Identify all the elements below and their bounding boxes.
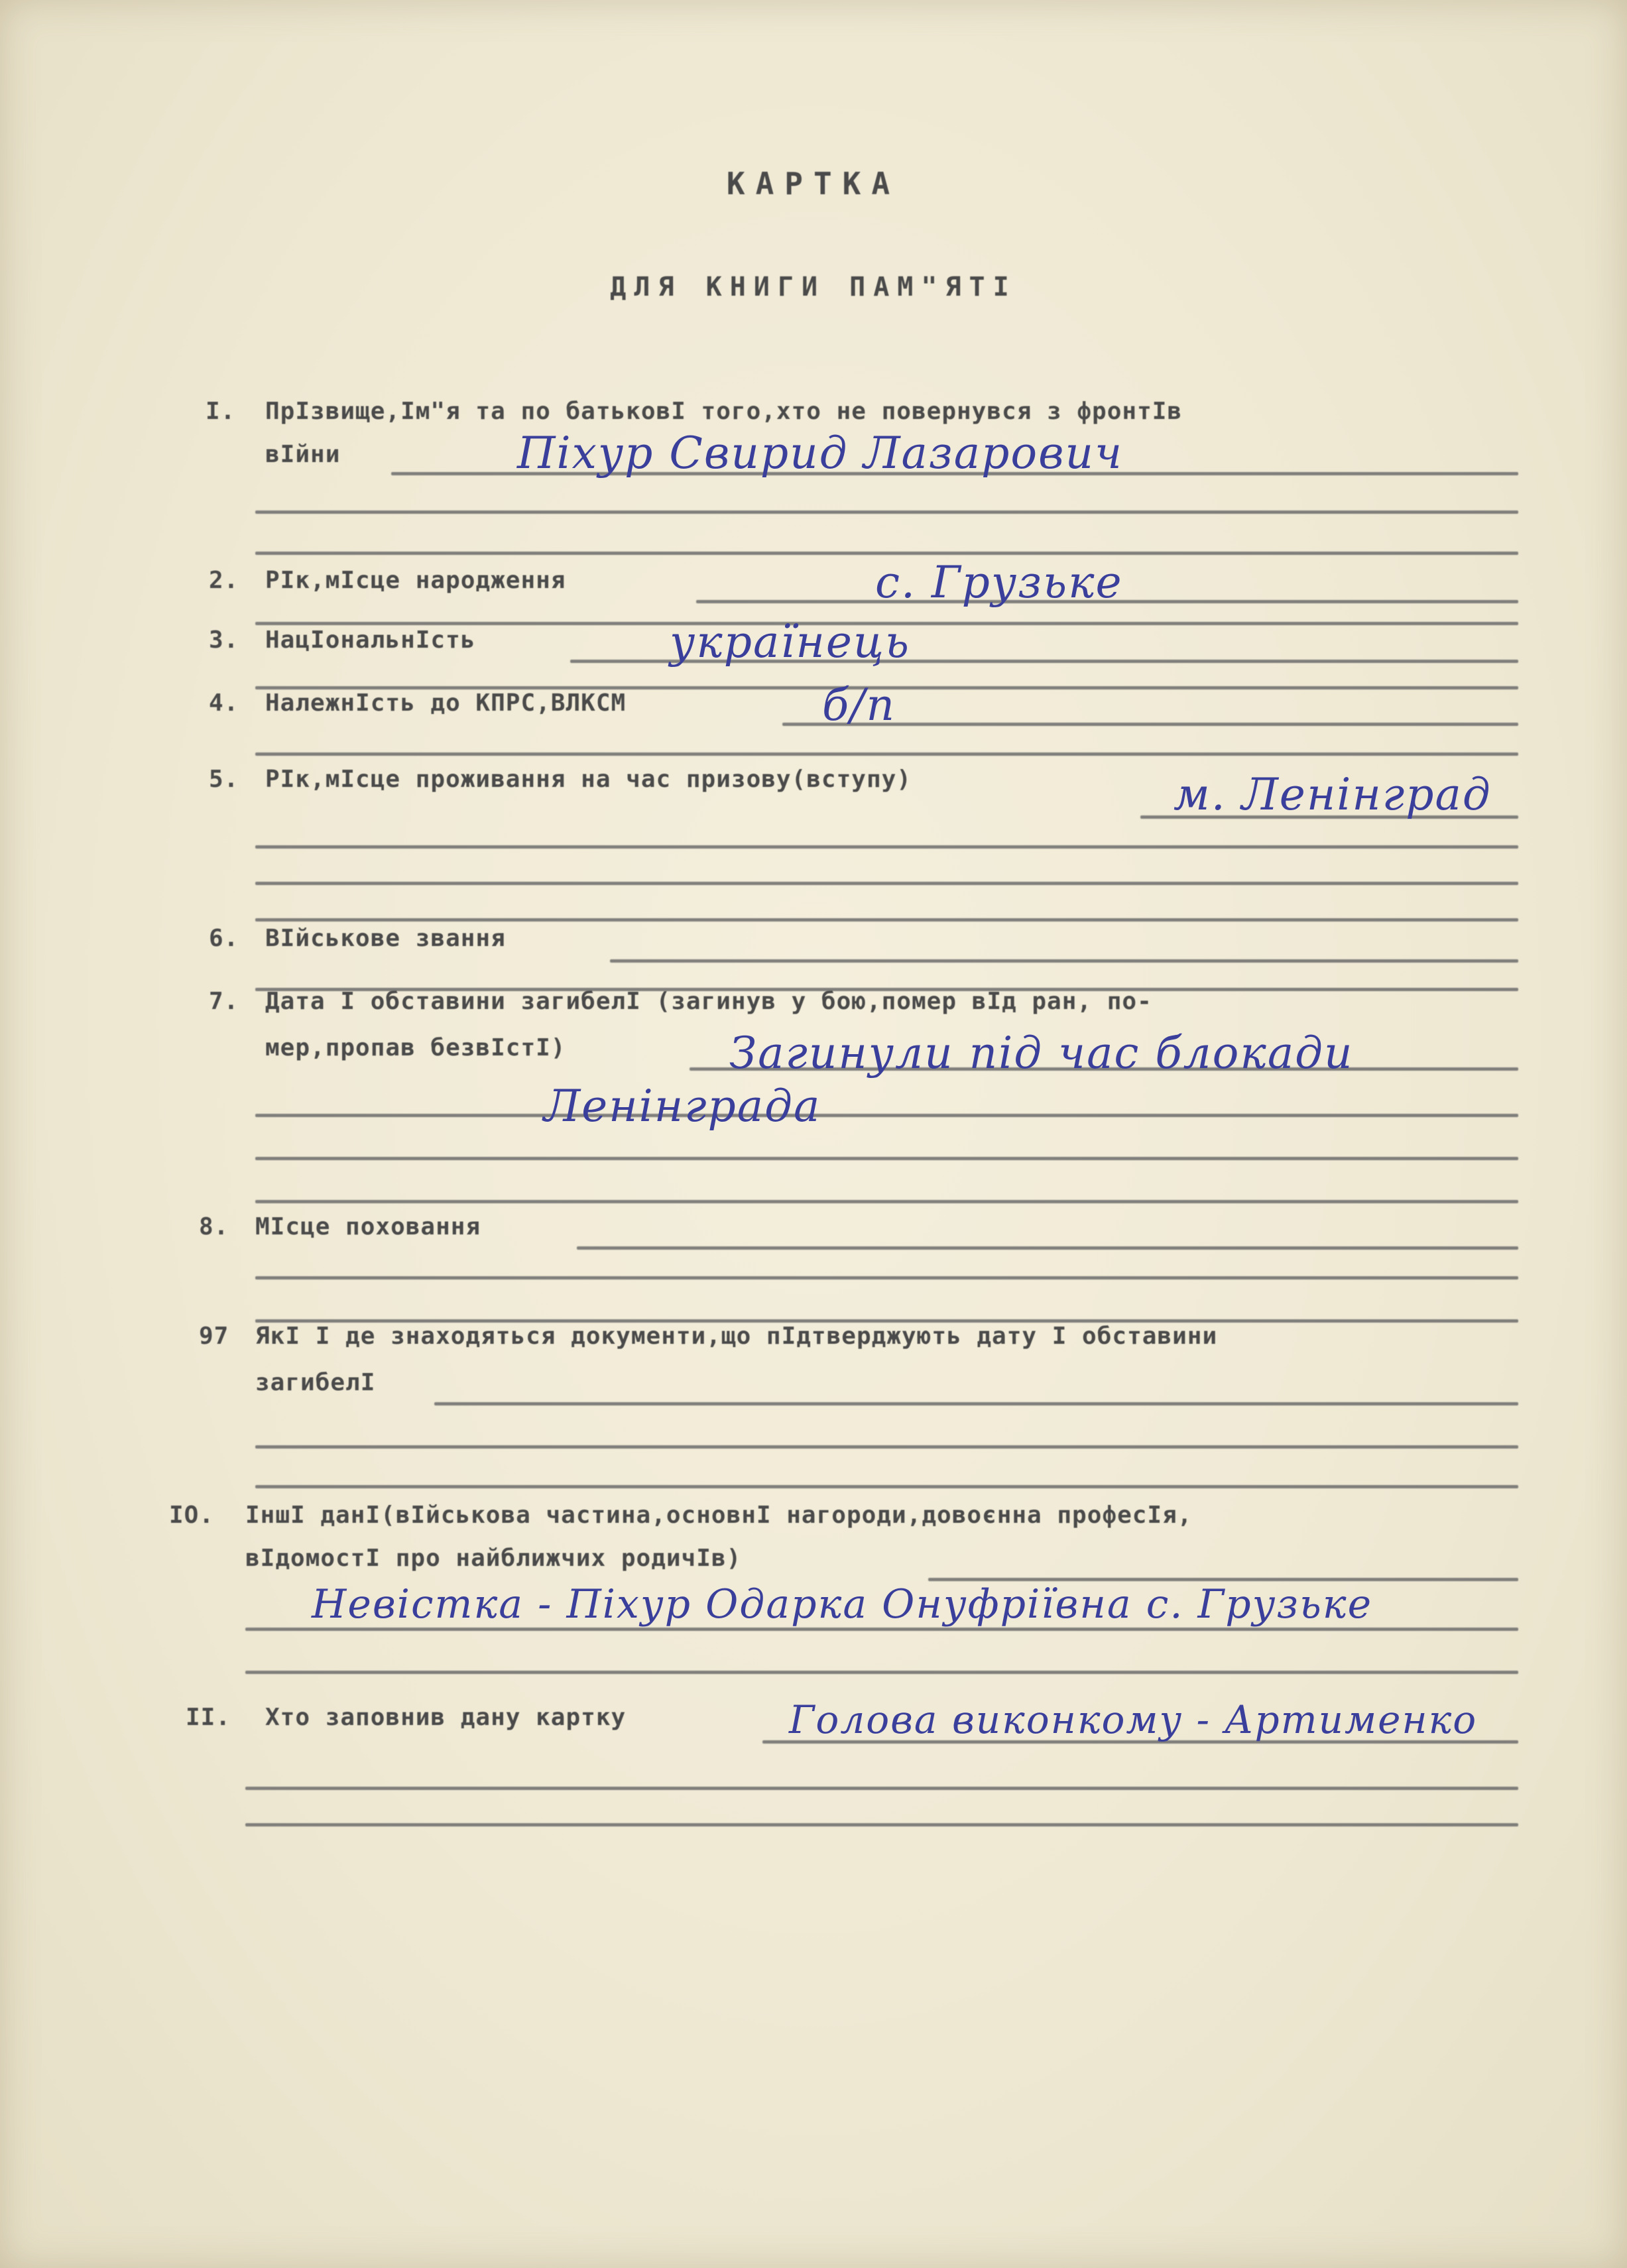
handwritten-name: Піхур Свирид Лазарович bbox=[517, 428, 1124, 479]
field-9-line-1 bbox=[434, 1402, 1518, 1405]
field-10-label-line2: вІдомостІ про найближчих родичІв) bbox=[245, 1545, 742, 1572]
field-8-line-2 bbox=[255, 1276, 1518, 1280]
field-6-line-1 bbox=[610, 959, 1518, 963]
handwritten-other-data: Невістка - Піхур Одарка Онуфріївна с. Грузьке bbox=[312, 1581, 1373, 1628]
field-5-line-3 bbox=[255, 882, 1518, 885]
field-7-number: 7. bbox=[209, 988, 239, 1015]
handwritten-birthplace: с. Грузьке bbox=[875, 557, 1123, 608]
field-10-number: IO. bbox=[169, 1502, 215, 1529]
field-2-number: 2. bbox=[209, 567, 239, 594]
field-10-label-line1: ІншІ данІ(вІйськова частина,основнІ нагороди,довоєнна професІя, bbox=[245, 1502, 1193, 1529]
field-8-line-1 bbox=[577, 1246, 1518, 1250]
field-7-line-4 bbox=[255, 1200, 1518, 1203]
field-7-label-line2: мер,пропав безвІстІ) bbox=[265, 1034, 566, 1061]
field-5-line-4 bbox=[255, 918, 1518, 922]
field-9-line-2 bbox=[255, 1445, 1518, 1449]
field-11-label: Хто заповнив дану картку bbox=[265, 1704, 627, 1731]
field-6-label: ВІйськове звання bbox=[265, 925, 506, 952]
handwritten-residence: м. Ленінград bbox=[1174, 769, 1492, 820]
field-9-line-3 bbox=[255, 1485, 1518, 1488]
field-4-label: НалежнІсть до КПРС,ВЛКСМ bbox=[265, 689, 627, 717]
field-4-number: 4. bbox=[209, 689, 239, 717]
field-5-number: 5. bbox=[209, 766, 239, 793]
field-5-line-2 bbox=[255, 845, 1518, 849]
field-7-label-line1: Дата І обставини загибелІ (загинув у бою,помер вІд ран, по- bbox=[265, 988, 1152, 1015]
field-7-line-3 bbox=[255, 1157, 1518, 1160]
field-9-number: 97 bbox=[199, 1323, 229, 1350]
field-8-number: 8. bbox=[199, 1213, 229, 1240]
field-2-label: РІк,мІсце народження bbox=[265, 567, 566, 594]
handwritten-death-line2: Ленінграда bbox=[544, 1081, 821, 1132]
field-1-label-line2: вІйни bbox=[265, 441, 341, 468]
field-1-label-line1: ПрІзвище,Ім"я та по батьковІ того,хто не повернувся з фронтІв bbox=[265, 398, 1183, 425]
handwritten-filled-by: Голова виконкому - Артименко bbox=[789, 1697, 1478, 1742]
field-5-label: РІк,мІсце проживання на час призову(вступу) bbox=[265, 766, 912, 793]
handwritten-party: б/п bbox=[822, 680, 896, 731]
field-4-line-2 bbox=[255, 752, 1518, 756]
field-11-line-2 bbox=[245, 1787, 1518, 1790]
field-3-number: 3. bbox=[209, 627, 239, 654]
field-7-line-2 bbox=[255, 1114, 1518, 1117]
field-1-number: I. bbox=[206, 398, 236, 425]
field-11-number: II. bbox=[186, 1704, 231, 1731]
field-1-line-3 bbox=[255, 552, 1518, 555]
field-10-line-3 bbox=[245, 1671, 1518, 1674]
field-9-label-line2: загибелІ bbox=[255, 1369, 376, 1396]
field-9-label-line1: ЯкІ І де знаходяться документи,що пІдтверджують дату І обставини bbox=[255, 1323, 1218, 1350]
field-3-label: НацІональнІсть bbox=[265, 627, 476, 654]
card-subtitle: ДЛЯ КНИГИ ПАМ"ЯТІ bbox=[610, 272, 1017, 302]
field-6-number: 6. bbox=[209, 925, 239, 952]
handwritten-death-line1: Загинули під час блокади bbox=[729, 1028, 1354, 1079]
card-title: КАРТКА bbox=[726, 166, 901, 202]
field-10-line-2 bbox=[245, 1628, 1518, 1631]
handwritten-nationality: українець bbox=[670, 617, 910, 668]
field-1-line-2 bbox=[255, 510, 1518, 514]
field-8-label: МІсце поховання bbox=[255, 1213, 481, 1240]
field-11-line-3 bbox=[245, 1823, 1518, 1826]
